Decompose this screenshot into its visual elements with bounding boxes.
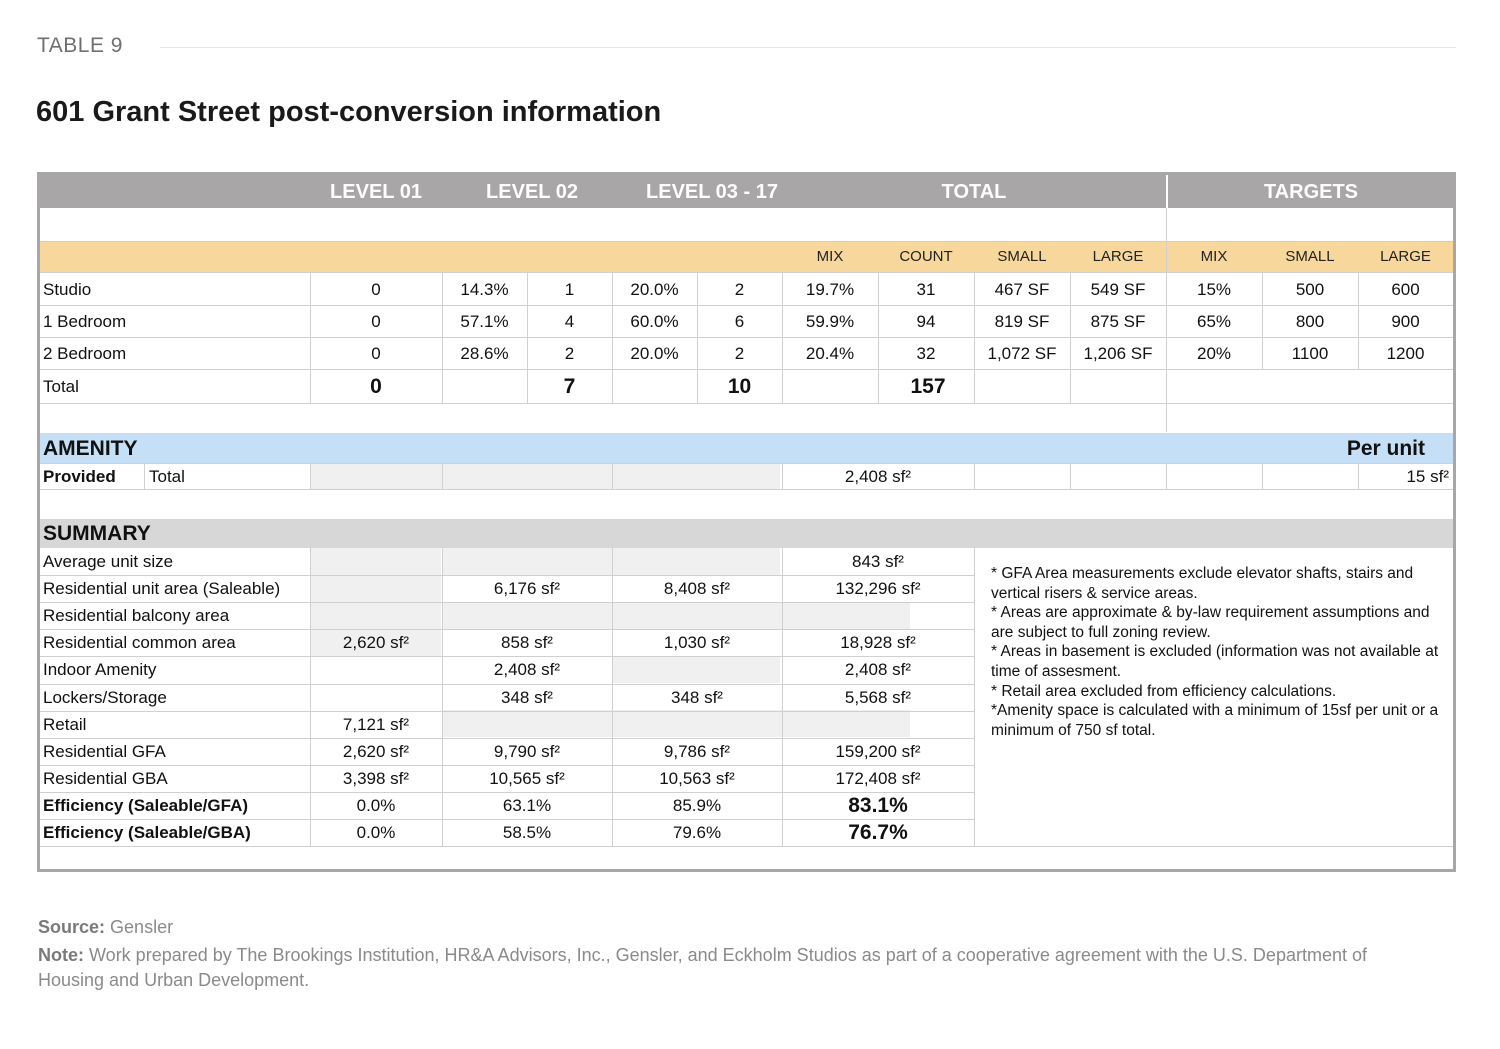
grid-line (974, 548, 975, 846)
summary-row-l3: 1,030 sf² (663, 633, 731, 653)
summary-row-label: Efficiency (Saleable/GBA) (43, 823, 251, 843)
unit-row-l3-mix: 20.0% (630, 344, 679, 364)
summary-row-l3 (612, 656, 782, 683)
subheader-total-count: COUNT (899, 248, 953, 265)
unit-row-label: 1 Bedroom (43, 311, 127, 331)
unit-row-count: 31 (916, 279, 936, 299)
summary-row-l3: 8,408 sf² (663, 579, 731, 599)
grid-line (40, 241, 1453, 242)
unit-row-mix: 59.9% (805, 311, 855, 331)
summary-row-l1: 3,398 sf² (342, 768, 410, 788)
summary-notes (991, 564, 1441, 740)
grid-line (782, 548, 783, 846)
unit-row-mix: 19.7% (805, 279, 855, 299)
summary-row-total: 2,408 sf² (844, 660, 912, 680)
unit-row-t-mix: 65% (1196, 311, 1232, 331)
grid-line (310, 548, 311, 846)
summary-row-total: 83.1% (848, 793, 908, 817)
unit-row-small: 467 SF (994, 279, 1050, 299)
total-row-l2: 7 (563, 375, 576, 398)
header-divider (160, 47, 1456, 48)
summary-heading: SUMMARY (43, 522, 151, 545)
unit-row-count: 94 (916, 311, 936, 331)
amenity-provided-label: Provided (43, 467, 116, 486)
amenity-per-unit-heading: Per unit (1346, 436, 1425, 460)
note-line (38, 943, 1378, 993)
summary-row-total (782, 602, 974, 629)
note-text: Work prepared by The Brookings Institution, HR&A Advisors, Inc., Gensler, and Eckholm Studios as part of a cooperative agreement with the U.S. Department of Housing and Urban Development. (38, 945, 1367, 990)
total-row-label: Total (43, 377, 79, 396)
unit-row-l2-mix: 28.6% (460, 344, 509, 364)
subheader-target-small: SMALL (1285, 248, 1335, 265)
summary-row-label: Residential common area (43, 633, 236, 653)
unit-row-t-small: 500 (1295, 279, 1325, 299)
unit-row-mix: 20.4% (805, 344, 855, 364)
data-table (37, 172, 1456, 872)
summary-row-l2: 9,790 sf² (493, 741, 561, 761)
summary-row-l3: 9,786 sf² (663, 741, 731, 761)
source-label: Source: (38, 917, 106, 937)
summary-row-total (782, 711, 974, 738)
summary-row-total: 159,200 sf² (835, 741, 921, 761)
unit-row-t-large: 600 (1391, 279, 1420, 299)
summary-row-l2 (442, 711, 612, 738)
unit-row-l3: 2 (734, 344, 745, 364)
source-text: Gensler (110, 917, 174, 937)
table-tag: TABLE 9 (37, 34, 123, 57)
summary-row-total: 18,928 sf² (840, 633, 916, 653)
summary-row-total: 76.7% (848, 821, 908, 845)
amenity-shade (310, 464, 780, 489)
grid-line (442, 463, 443, 489)
unit-row-l1: 0 (371, 279, 381, 299)
amenity-total-value: 2,408 sf² (844, 467, 912, 486)
subheader-target-mix: MIX (1200, 248, 1228, 265)
header-targets: TARGETS (1263, 180, 1359, 203)
unit-row-t-large: 1200 (1386, 344, 1425, 364)
unit-row-large: 875 SF (1090, 311, 1146, 331)
unit-row-large: 1,206 SF (1083, 344, 1153, 364)
note-line: *Amenity space is calculated with a minimum of 15sf per unit or a minimum of 750 sf total. (991, 702, 1439, 739)
total-row-l1: 0 (370, 375, 382, 398)
grid-line (1358, 463, 1359, 489)
unit-row-l1: 0 (371, 311, 381, 331)
unit-row-l3-mix: 60.0% (630, 311, 679, 331)
note-line: * GFA Area measurements exclude elevator shafts, stairs and vertical risers & service areas. (991, 565, 1414, 602)
summary-row-l3 (612, 711, 782, 738)
subheader-total-mix: MIX (816, 248, 844, 265)
unit-row-l3: 6 (734, 311, 745, 331)
unit-row-small: 1,072 SF (987, 344, 1057, 364)
page-title: 601 Grant Street post-conversion information (36, 96, 662, 128)
header-total: TOTAL (941, 180, 1007, 203)
header-level02: LEVEL 02 (486, 180, 578, 203)
summary-row-l1 (310, 548, 442, 575)
summary-row-l2: 10,565 sf² (489, 768, 565, 788)
summary-row-l2 (442, 602, 612, 629)
subheader-target-large: LARGE (1380, 248, 1431, 265)
summary-row-l3: 348 sf² (671, 687, 723, 707)
summary-row-label: Average unit size (43, 552, 174, 572)
summary-row-label: Indoor Amenity (43, 660, 157, 680)
summary-row-label: Efficiency (Saleable/GFA) (43, 795, 249, 815)
grid-line (40, 489, 1453, 490)
summary-row-l1 (310, 602, 442, 629)
subheader-total-large: LARGE (1092, 248, 1144, 265)
unit-row-t-large: 900 (1391, 311, 1420, 331)
summary-row-label: Residential unit area (Saleable) (43, 579, 281, 599)
grid-line (612, 548, 613, 846)
grid-line (974, 463, 975, 489)
summary-row-label: Residential balcony area (43, 606, 230, 626)
source-line (38, 917, 173, 938)
unit-row-l1: 0 (371, 344, 381, 364)
unit-row-l2-mix: 14.3% (460, 279, 509, 299)
unit-row-label: Studio (43, 279, 92, 299)
summary-row-l1: 0.0% (356, 823, 396, 843)
unit-row-l2: 2 (564, 344, 575, 364)
grid-line (40, 846, 1453, 847)
unit-row-t-small: 800 (1295, 311, 1325, 331)
summary-row-total: 132,296 sf² (835, 579, 921, 599)
unit-row-l2: 4 (564, 311, 575, 331)
summary-row-l3: 79.6% (672, 823, 722, 843)
unit-row-l3: 2 (734, 279, 745, 299)
header-level03-17: LEVEL 03 - 17 (646, 180, 778, 203)
summary-row-l2: 58.5% (502, 823, 552, 843)
unit-row-l2-mix: 57.1% (460, 311, 509, 331)
summary-row-l2: 63.1% (502, 795, 552, 815)
total-row-count: 157 (910, 375, 946, 398)
subheader-total-small: SMALL (997, 248, 1047, 265)
unit-row-t-mix: 15% (1196, 279, 1232, 299)
unit-row-l2: 1 (564, 279, 575, 299)
note-label: Note: (38, 945, 84, 965)
amenity-per-unit-value: 15 sf² (1406, 467, 1449, 486)
summary-row-label: Lockers/Storage (43, 687, 167, 707)
summary-row-l1: 2,620 sf² (342, 741, 410, 761)
header-level01: LEVEL 01 (330, 180, 422, 203)
summary-row-label: Retail (43, 714, 87, 734)
grid-line (782, 463, 783, 489)
grid-line (40, 403, 1453, 404)
summary-row-l1 (310, 656, 442, 683)
summary-row-l1: 7,121 sf² (342, 714, 410, 734)
amenity-total-label: Total (149, 467, 185, 486)
grid-line (310, 463, 311, 489)
grid-line (442, 548, 443, 846)
note-line: * Areas in basement is excluded (information was not available at time of assesment. (991, 643, 1439, 680)
unit-row-large: 549 SF (1090, 279, 1146, 299)
summary-row-label: Residential GBA (43, 768, 168, 788)
summary-row-l2: 2,408 sf² (493, 660, 561, 680)
note-line: * Areas are approximate & by-law requirement assumptions and are subject to full zoning review. (991, 604, 1430, 641)
summary-row-l1: 2,620 sf² (342, 633, 410, 653)
unit-row-count: 32 (916, 344, 936, 364)
note-line: * Retail area excluded from efficiency calculations. (991, 682, 1337, 700)
unit-row-label: 2 Bedroom (43, 344, 127, 364)
total-row-l3: 10 (727, 375, 752, 398)
summary-row-l1: 0.0% (356, 795, 396, 815)
grid-line (1262, 463, 1263, 489)
summary-row-l3 (612, 602, 782, 629)
amenity-heading: AMENITY (43, 436, 138, 460)
unit-row-t-mix: 20% (1196, 344, 1232, 364)
grid-line (1070, 463, 1071, 489)
unit-row-t-small: 1100 (1291, 344, 1329, 364)
summary-row-total: 5,568 sf² (844, 687, 912, 707)
summary-row-l2 (442, 548, 612, 575)
summary-row-l3 (612, 548, 782, 575)
summary-row-l2: 6,176 sf² (493, 579, 561, 599)
summary-row-total: 172,408 sf² (835, 768, 921, 788)
summary-row-l2: 858 sf² (501, 633, 553, 653)
grid-line (612, 463, 613, 489)
summary-row-label: Residential GFA (43, 741, 166, 761)
summary-row-l3: 10,563 sf² (659, 768, 735, 788)
grid-line (144, 463, 145, 489)
unit-row-l3-mix: 20.0% (630, 279, 679, 299)
summary-row-l2: 348 sf² (501, 687, 553, 707)
summary-row-l1 (310, 684, 442, 711)
summary-row-l1 (310, 575, 442, 602)
summary-row-l3: 85.9% (672, 795, 722, 815)
summary-row-total: 843 sf² (852, 552, 904, 572)
grid-line (1166, 463, 1167, 489)
unit-row-small: 819 SF (994, 311, 1050, 331)
